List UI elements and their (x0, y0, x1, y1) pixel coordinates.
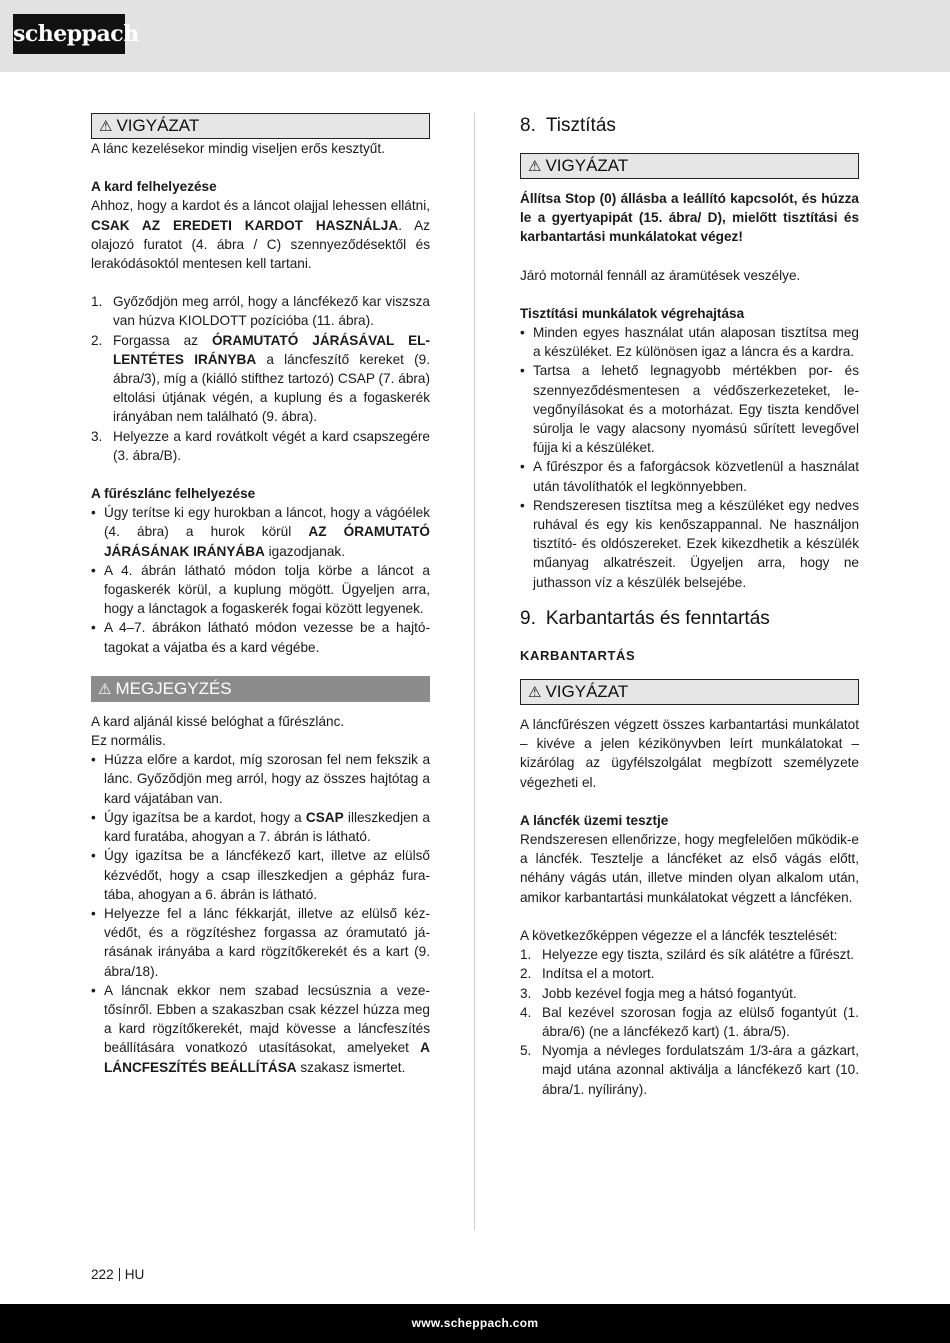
bullet-list (91, 750, 430, 1076)
note-box (91, 676, 430, 702)
brand-logo: scheppach (13, 14, 125, 54)
list-item: • Helyezze fel a lánc fékkarját, illetve az elülső kézvédőt, és a rögzítéshez forgassa az óramutató járásának irányába a kard rögzítőkerekét és a kart (9. ábra/18). (91, 905, 430, 979)
right-column (520, 113, 859, 1099)
list-item: 2. Indítsa el a motort. (520, 966, 655, 982)
bullet-icon: • (91, 620, 96, 636)
warning-triangle-icon: ⚠ (528, 158, 542, 175)
bullet-icon: • (520, 325, 525, 341)
column-divider (474, 113, 475, 1230)
footer-bar (0, 1304, 950, 1343)
section-heading: A kard felhelyezése (91, 179, 217, 195)
note-text: Ez normális. (91, 733, 166, 749)
bullet-icon: • (91, 752, 96, 768)
list-item: 4. Bal kezével szorosan fogja az elülső fogantyút (1. ábra/6) (ne a láncfékező kart) (1. ábra/5). (520, 1004, 859, 1039)
section-heading: A láncfék üzemi tesztje (520, 812, 669, 828)
warning-box (520, 679, 859, 705)
warning-text: A láncfűrészen végzett összes karbantartási munkálatot – kivéve a jelen kézikönyvben leírt munkálatokat – kizárólag az ügyfélszolgálat megbízott személyzete végezheti el. (520, 717, 859, 790)
bullet-icon: • (91, 905, 96, 921)
warning-text: Állítsa Stop (0) állásba a leállító kapcsolót, és húzza le a gyertyapipát (15. ábra/ D), mielőtt tisztítási és karbantartási munkálatokat végez! (520, 191, 859, 245)
section-heading: Tisztítási munkálatok végrehajtása (520, 305, 745, 321)
warning-box (520, 153, 859, 179)
page-number: 222 HU (91, 1267, 145, 1282)
warning-box (91, 113, 430, 139)
list-item: • A 4–7. ábrákon látható módon vezesse be a hajtótagokat a vájatba és a kard végébe. (91, 620, 430, 655)
warning-title: VIGYÁZAT (545, 156, 629, 175)
numbered-list (91, 292, 430, 465)
section-title: 8. Tisztítás (520, 115, 616, 136)
bullet-icon: • (91, 982, 96, 998)
warning-title: VIGYÁZAT (116, 116, 200, 135)
bullet-icon: • (91, 848, 96, 864)
bullet-icon: • (520, 363, 525, 379)
warning-triangle-icon: ⚠ (528, 684, 542, 702)
list-item: 3. Helyezze a kard rovátkolt végét a kard csapszegére (3. ábra/B). (91, 428, 430, 463)
list-item: 2. Forgassa az ÓRAMUTATÓ JÁRÁSÁVAL ELLENTÉTES IRÁNYBA a láncfeszítő kereket (9. ábra/3), míg a (kiálló stifthez tartozó) CSAP (7. ábra) eltolási útjának végén, a kuplung és a fogaskerék irányában nem található (9. ábra). (91, 332, 431, 425)
bullet-list (520, 323, 859, 592)
paragraph: Rendszeresen ellenőrizze, hogy megfelelően működik-e a láncfék. Tesztelje a láncféket az első vágás előtt, néhány vágás után, illetve minden olyan alkalom után, amikor karbantartási munkálatokat végzett a láncféken. (520, 832, 859, 905)
section-title: 9. Karbantartás és fenntartás (520, 607, 770, 629)
list-item: • A fűrészpor és a faforgácsok közvetlenül a használat után távolíthatók el legkönnyebben. (520, 459, 859, 494)
warning-title: VIGYÁZAT (545, 682, 629, 702)
bullet-icon: • (91, 505, 96, 521)
warning-text: A lánc kezelésekor mindig viseljen erős kesztyűt. (91, 141, 385, 156)
bullet-icon: • (520, 459, 525, 475)
list-item: 5. Nyomja a névleges fordulatszám 1/3-ára a gázkart, majd utána azonnal aktiválja a láncfékező kart (10. ábra/1. nyílirány). (520, 1043, 859, 1097)
bullet-icon: • (91, 562, 96, 578)
warning-triangle-icon: ⚠ (99, 118, 113, 135)
list-item: • Tartsa a lehető legnagyobb mértékben por- és szennyeződésmentesen a védőszerkezeteket, levegőnyílásokat és a motorházat. Egy tiszta kendővel súrolja le vagy alacsony nyomású sűrített levegővel fújja ki a készüléket. (520, 363, 859, 456)
list-item: • Húzza előre a kardot, míg szorosan fel nem fekszik a lánc. Győződjön meg arról, hogy az összes hajtótag a kard vájatában van. (91, 752, 430, 806)
bullet-list (91, 503, 430, 657)
header-bar (0, 0, 950, 72)
note-title: MEGJEGYZÉS (115, 678, 232, 698)
list-item: • A 4. ábrán látható módon tolja körbe a láncot a fogaskerék körül, a kuplung mögött. Ügyeljen arra, hogy a lánctagok a fogaskerék fogai között legyenek. (91, 562, 430, 617)
section-heading: A fűrészlánc felhelyezése (91, 486, 256, 502)
subsection-label: KARBANTARTÁS (520, 647, 636, 663)
note-text: A kard aljánál kissé belóghat a fűrészlánc. (91, 713, 345, 729)
website-link[interactable]: www.scheppach.com (411, 1316, 539, 1330)
list-item: • Rendszeresen tisztítsa meg a készüléket egy nedves ruhával és egy kis kenőszappannal. Ne használjon tisztító- és oldószereket. Ezek kikezdhetik a készülék műanyag alkatrészeit. Ügyeljen arra, hogy ne juthasson víz a készülék belsejébe. (520, 497, 859, 590)
bullet-icon: • (520, 497, 525, 513)
paragraph: Járó motornál fennáll az áramütések veszélye. (520, 267, 801, 283)
list-item: 1. Helyezze egy tiszta, szilárd és sík alátétre a fűrészt. (520, 947, 855, 963)
list-item: 3. Jobb kezével fogja meg a hátsó fogantyút. (520, 985, 797, 1001)
numbered-list (520, 945, 859, 1099)
list-item: • Minden egyes használat után alaposan tisztítsa meg a készüléket. Ez különösen igaz a láncra és a kardra. (520, 325, 859, 360)
list-item: • Úgy igazítsa be a kardot, hogy a CSAP illeszkedjen a kard furatába, ahogyan a 7. ábrán is látható. (91, 809, 430, 845)
list-item: • Úgy igazítsa be a láncfékező kart, illetve az elülső kézvédőt, hogy a csap illeszkedjen a gépház furatába, ahogyan a 6. ábrán is látható. (91, 848, 430, 902)
list-item: • A láncnak ekkor nem szabad lecsúsznia a vezetősínről. Ebben a szakaszban csak kézzel húzza meg a kard rögzítőkerekét, majd kövesse a láncfeszítés beállítására vonatkozó utasításokat, amelyeket A LÁNCFESZÍTÉS BEÁLLÍTÁSA szakasz ismertet. (91, 982, 430, 1075)
bullet-icon: • (91, 809, 96, 825)
left-column (91, 113, 430, 1077)
paragraph: Ahhoz, hogy a kardot és a láncot olajjal lehessen ellátni, CSAK AZ EREDETI KARDOT HASZNÁLJA. Az olajozó furatot (4. ábra / C) szennyeződésektől és lerakódásoktól mentesen kell tartani. (91, 198, 430, 272)
paragraph: A következőképpen végezze el a láncfék tesztelését: (520, 927, 838, 943)
list-item: • Úgy terítse ki egy hurokban a láncot, hogy a vágóélek (4. ábra) a hurok körül AZ ÓRAMUTATÓ JÁRÁSÁNAK IRÁNYÁBA igazodjanak. (91, 505, 430, 559)
list-item: 1. Győződjön meg arról, hogy a láncfékező kar viszsza van húzva KIOLDOTT pozícióba (11. ábra). (91, 294, 430, 329)
warning-triangle-icon: ⚠ (98, 680, 112, 698)
